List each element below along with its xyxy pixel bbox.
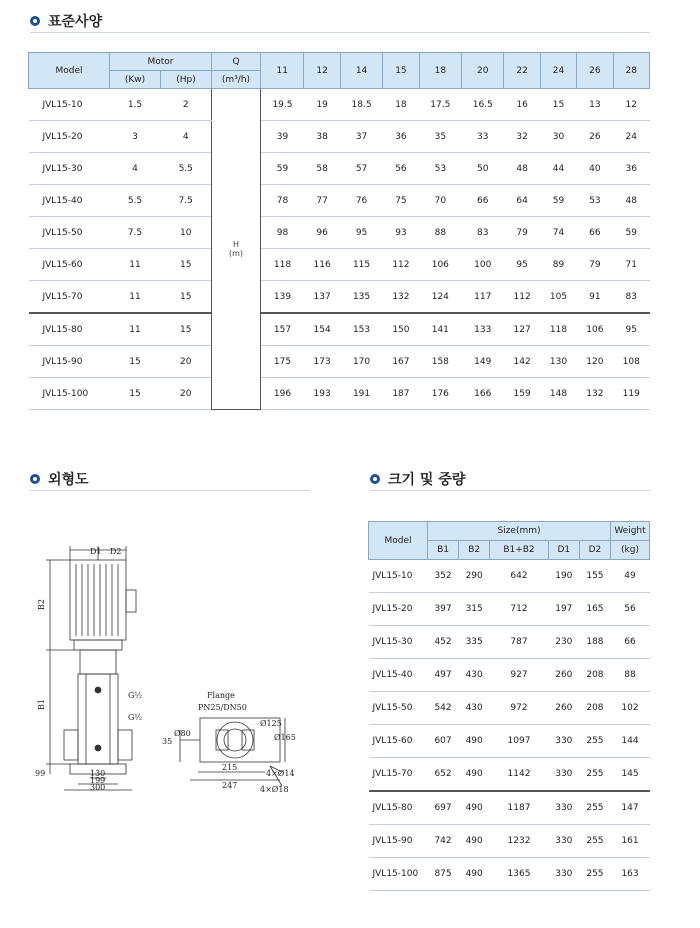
head-value: 193 bbox=[304, 378, 340, 410]
head-value: 137 bbox=[304, 281, 340, 314]
flow-header: 18 bbox=[419, 53, 461, 89]
w-cell: 66 bbox=[611, 626, 650, 659]
head-value: 40 bbox=[577, 153, 613, 185]
head-value: 13 bbox=[577, 89, 613, 121]
model-cell: JVL15-100 bbox=[29, 378, 110, 410]
head-value: 70 bbox=[419, 185, 461, 217]
dim-99: 99 bbox=[35, 769, 46, 778]
model-cell: JVL15-20 bbox=[369, 593, 428, 626]
d2-cell: 255 bbox=[579, 758, 610, 792]
head-value: 95 bbox=[613, 313, 649, 346]
head-value: 124 bbox=[419, 281, 461, 314]
head-value: 119 bbox=[613, 378, 649, 410]
col-model: Model bbox=[29, 53, 110, 89]
head-value: 120 bbox=[577, 346, 613, 378]
b2-cell: 335 bbox=[459, 626, 490, 659]
table-row bbox=[29, 185, 650, 217]
hp-cell: 20 bbox=[161, 346, 212, 378]
head-value: 132 bbox=[577, 378, 613, 410]
model-cell: JVL15-10 bbox=[29, 89, 110, 121]
kw-cell: 7.5 bbox=[110, 217, 161, 249]
head-value: 105 bbox=[540, 281, 576, 314]
outline-section-head bbox=[30, 468, 310, 491]
head-value: 16 bbox=[504, 89, 540, 121]
flow-header: 24 bbox=[540, 53, 576, 89]
d1-cell: 190 bbox=[548, 560, 579, 593]
head-value: 141 bbox=[419, 313, 461, 346]
dim-b2: B2 bbox=[37, 599, 46, 610]
head-value: 149 bbox=[462, 346, 504, 378]
flow-header: 15 bbox=[383, 53, 419, 89]
head-value: 135 bbox=[340, 281, 382, 314]
table-row bbox=[29, 281, 650, 314]
table-row bbox=[369, 725, 650, 758]
w-cell: 49 bbox=[611, 560, 650, 593]
col-b2: B2 bbox=[459, 541, 490, 560]
d1-cell: 230 bbox=[548, 626, 579, 659]
table-row bbox=[29, 313, 650, 346]
head-value: 66 bbox=[577, 217, 613, 249]
d2-cell: 255 bbox=[579, 825, 610, 858]
dim-215: 215 bbox=[222, 763, 238, 772]
d1-cell: 330 bbox=[548, 825, 579, 858]
col-b1: B1 bbox=[428, 541, 459, 560]
b1b2-cell: 1232 bbox=[490, 825, 549, 858]
head-value: 139 bbox=[261, 281, 304, 314]
head-value: 150 bbox=[383, 313, 419, 346]
w-cell: 161 bbox=[611, 825, 650, 858]
head-value: 148 bbox=[540, 378, 576, 410]
b1b2-cell: 1142 bbox=[490, 758, 549, 792]
head-value: 16.5 bbox=[462, 89, 504, 121]
head-value: 175 bbox=[261, 346, 304, 378]
bullet-icon bbox=[30, 474, 40, 484]
head-value: 33 bbox=[462, 121, 504, 153]
dim-b1: B1 bbox=[37, 699, 46, 710]
head-label: H bbox=[232, 240, 239, 249]
b1b2-cell: 1097 bbox=[490, 725, 549, 758]
head-value: 112 bbox=[383, 249, 419, 281]
model-cell: JVL15-60 bbox=[29, 249, 110, 281]
b2-cell: 430 bbox=[459, 692, 490, 725]
model-cell: JVL15-40 bbox=[369, 659, 428, 692]
model-cell: JVL15-50 bbox=[29, 217, 110, 249]
head-value: 48 bbox=[613, 185, 649, 217]
head-value: 108 bbox=[613, 346, 649, 378]
w-cell: 163 bbox=[611, 858, 650, 891]
table-row bbox=[369, 659, 650, 692]
size-section-head bbox=[370, 468, 650, 491]
head-unit: (m) bbox=[228, 249, 244, 258]
model-cell: JVL15-70 bbox=[369, 758, 428, 792]
head-value: 142 bbox=[504, 346, 540, 378]
d2-cell: 255 bbox=[579, 858, 610, 891]
head-value: 167 bbox=[383, 346, 419, 378]
head-value: 35 bbox=[419, 121, 461, 153]
head-value: 83 bbox=[462, 217, 504, 249]
head-value: 17.5 bbox=[419, 89, 461, 121]
head-value: 77 bbox=[304, 185, 340, 217]
head-value: 53 bbox=[577, 185, 613, 217]
b1b2-cell: 972 bbox=[490, 692, 549, 725]
hp-cell: 20 bbox=[161, 378, 212, 410]
head-value: 26 bbox=[577, 121, 613, 153]
head-value: 191 bbox=[340, 378, 382, 410]
head-value: 37 bbox=[340, 121, 382, 153]
kw-cell: 1.5 bbox=[110, 89, 161, 121]
col-d1: D1 bbox=[548, 541, 579, 560]
col-q-unit: (m³/h) bbox=[212, 71, 261, 89]
d1-cell: 330 bbox=[548, 791, 579, 825]
d2-cell: 165 bbox=[579, 593, 610, 626]
d1-cell: 260 bbox=[548, 659, 579, 692]
head-value: 19 bbox=[304, 89, 340, 121]
dim-247: 247 bbox=[222, 781, 238, 790]
table-row bbox=[29, 378, 650, 410]
flow-header: 26 bbox=[577, 53, 613, 89]
d2-cell: 155 bbox=[579, 560, 610, 593]
table-row bbox=[29, 249, 650, 281]
dim-d2: D2 bbox=[110, 547, 122, 556]
table-row bbox=[369, 825, 650, 858]
col-motor: Motor bbox=[110, 53, 212, 71]
head-value: 88 bbox=[419, 217, 461, 249]
kw-cell: 11 bbox=[110, 281, 161, 314]
b1-cell: 607 bbox=[428, 725, 459, 758]
b1-cell: 352 bbox=[428, 560, 459, 593]
d1-cell: 330 bbox=[548, 858, 579, 891]
size-section-title: 크기 및 중량 bbox=[388, 472, 466, 488]
model-cell: JVL15-40 bbox=[29, 185, 110, 217]
size-table bbox=[368, 521, 650, 891]
head-value: 106 bbox=[577, 313, 613, 346]
hp-cell: 15 bbox=[161, 249, 212, 281]
hp-cell: 15 bbox=[161, 313, 212, 346]
head-value: 91 bbox=[577, 281, 613, 314]
b1-cell: 452 bbox=[428, 626, 459, 659]
model-cell: JVL15-90 bbox=[369, 825, 428, 858]
head-value: 75 bbox=[383, 185, 419, 217]
head-value: 74 bbox=[540, 217, 576, 249]
head-value: 18 bbox=[383, 89, 419, 121]
model-cell: JVL15-100 bbox=[369, 858, 428, 891]
d1-cell: 260 bbox=[548, 692, 579, 725]
model-cell: JVL15-30 bbox=[29, 153, 110, 185]
head-value: 39 bbox=[261, 121, 304, 153]
label-g1: G½ bbox=[128, 691, 143, 700]
head-value: 36 bbox=[383, 121, 419, 153]
head-value: 56 bbox=[383, 153, 419, 185]
table-row bbox=[369, 560, 650, 593]
b2-cell: 315 bbox=[459, 593, 490, 626]
head-value: 116 bbox=[304, 249, 340, 281]
head-value: 118 bbox=[261, 249, 304, 281]
head-value: 50 bbox=[462, 153, 504, 185]
head-value: 18.5 bbox=[340, 89, 382, 121]
head-value: 132 bbox=[383, 281, 419, 314]
head-value: 95 bbox=[504, 249, 540, 281]
b2-cell: 430 bbox=[459, 659, 490, 692]
head-value: 170 bbox=[340, 346, 382, 378]
table-row bbox=[369, 626, 650, 659]
flow-header: 20 bbox=[462, 53, 504, 89]
head-value: 159 bbox=[504, 378, 540, 410]
b2-cell: 490 bbox=[459, 858, 490, 891]
model-cell: JVL15-90 bbox=[29, 346, 110, 378]
label-g2: G½ bbox=[128, 713, 143, 722]
kw-cell: 3 bbox=[110, 121, 161, 153]
col-weight: Weight bbox=[611, 522, 650, 541]
head-value: 130 bbox=[540, 346, 576, 378]
pump-outline-drawing bbox=[30, 540, 310, 800]
model-cell: JVL15-20 bbox=[29, 121, 110, 153]
col-size: Size(mm) bbox=[428, 522, 611, 541]
col-weight-unit: (kg) bbox=[611, 541, 650, 560]
table-row bbox=[29, 217, 650, 249]
kw-cell: 11 bbox=[110, 313, 161, 346]
head-value: 196 bbox=[261, 378, 304, 410]
hp-cell: 2 bbox=[161, 89, 212, 121]
dim-199: 199 bbox=[90, 776, 106, 785]
d2-cell: 255 bbox=[579, 725, 610, 758]
spec-section-head bbox=[30, 10, 650, 33]
head-value: 154 bbox=[304, 313, 340, 346]
table-row bbox=[369, 791, 650, 825]
b2-cell: 290 bbox=[459, 560, 490, 593]
head-value: 157 bbox=[261, 313, 304, 346]
head-value: 59 bbox=[261, 153, 304, 185]
table-row bbox=[369, 858, 650, 891]
head-value: 89 bbox=[540, 249, 576, 281]
head-value: 79 bbox=[577, 249, 613, 281]
d2-cell: 208 bbox=[579, 659, 610, 692]
model-cell: JVL15-80 bbox=[29, 313, 110, 346]
flow-header: 14 bbox=[340, 53, 382, 89]
b2-cell: 490 bbox=[459, 791, 490, 825]
kw-cell: 15 bbox=[110, 378, 161, 410]
head-value: 93 bbox=[383, 217, 419, 249]
flange-label: Flange bbox=[207, 691, 235, 700]
head-value: 83 bbox=[613, 281, 649, 314]
kw-cell: 5.5 bbox=[110, 185, 161, 217]
w-cell: 145 bbox=[611, 758, 650, 792]
head-value: 64 bbox=[504, 185, 540, 217]
head-value: 76 bbox=[340, 185, 382, 217]
hp-cell: 4 bbox=[161, 121, 212, 153]
col-model: Model bbox=[369, 522, 428, 560]
model-cell: JVL15-30 bbox=[369, 626, 428, 659]
model-cell: JVL15-50 bbox=[369, 692, 428, 725]
bullet-icon bbox=[30, 16, 40, 26]
head-value: 100 bbox=[462, 249, 504, 281]
model-cell: JVL15-10 bbox=[369, 560, 428, 593]
head-value: 176 bbox=[419, 378, 461, 410]
b1-cell: 397 bbox=[428, 593, 459, 626]
head-value: 173 bbox=[304, 346, 340, 378]
head-value: 48 bbox=[504, 153, 540, 185]
b1b2-cell: 642 bbox=[490, 560, 549, 593]
hp-cell: 5.5 bbox=[161, 153, 212, 185]
head-value: 59 bbox=[540, 185, 576, 217]
w-cell: 144 bbox=[611, 725, 650, 758]
head-value: 57 bbox=[340, 153, 382, 185]
w-cell: 56 bbox=[611, 593, 650, 626]
head-value: 19.5 bbox=[261, 89, 304, 121]
hp-cell: 10 bbox=[161, 217, 212, 249]
flow-header: 22 bbox=[504, 53, 540, 89]
head-value: 117 bbox=[462, 281, 504, 314]
b1-cell: 652 bbox=[428, 758, 459, 792]
table-row bbox=[29, 153, 650, 185]
head-value: 118 bbox=[540, 313, 576, 346]
b1b2-cell: 712 bbox=[490, 593, 549, 626]
b2-cell: 490 bbox=[459, 825, 490, 858]
head-value: 115 bbox=[340, 249, 382, 281]
spec-section-title: 표준사양 bbox=[48, 14, 103, 30]
b2-cell: 490 bbox=[459, 758, 490, 792]
head-value: 24 bbox=[613, 121, 649, 153]
head-value: 59 bbox=[613, 217, 649, 249]
head-value: 38 bbox=[304, 121, 340, 153]
head-value: 71 bbox=[613, 249, 649, 281]
dim-165: Ø165 bbox=[274, 733, 296, 742]
dim-125: Ø125 bbox=[260, 719, 282, 728]
head-value: 127 bbox=[504, 313, 540, 346]
head-value: 166 bbox=[462, 378, 504, 410]
table-row bbox=[369, 692, 650, 725]
d2-cell: 208 bbox=[579, 692, 610, 725]
b1-cell: 497 bbox=[428, 659, 459, 692]
head-value: 78 bbox=[261, 185, 304, 217]
head-value: 12 bbox=[613, 89, 649, 121]
table-row bbox=[369, 758, 650, 792]
model-cell: JVL15-60 bbox=[369, 725, 428, 758]
bolt-1: 4×Ø14 bbox=[266, 769, 295, 778]
hp-cell: 15 bbox=[161, 281, 212, 314]
b1-cell: 697 bbox=[428, 791, 459, 825]
w-cell: 102 bbox=[611, 692, 650, 725]
head-value: 66 bbox=[462, 185, 504, 217]
col-kw: (Kw) bbox=[110, 71, 161, 89]
head-label-cell bbox=[212, 89, 261, 410]
head-value: 58 bbox=[304, 153, 340, 185]
table-row bbox=[29, 89, 650, 121]
flow-header: 12 bbox=[304, 53, 340, 89]
head-value: 53 bbox=[419, 153, 461, 185]
head-value: 79 bbox=[504, 217, 540, 249]
b1b2-cell: 927 bbox=[490, 659, 549, 692]
col-d2: D2 bbox=[579, 541, 610, 560]
w-cell: 88 bbox=[611, 659, 650, 692]
d1-cell: 330 bbox=[548, 758, 579, 792]
head-value: 112 bbox=[504, 281, 540, 314]
dim-80: Ø80 bbox=[174, 729, 191, 738]
bolt-2: 4×Ø18 bbox=[260, 785, 289, 794]
head-value: 153 bbox=[340, 313, 382, 346]
dim-130: 130 bbox=[90, 769, 106, 778]
kw-cell: 15 bbox=[110, 346, 161, 378]
b1-cell: 542 bbox=[428, 692, 459, 725]
flow-header: 28 bbox=[613, 53, 649, 89]
w-cell: 147 bbox=[611, 791, 650, 825]
head-value: 187 bbox=[383, 378, 419, 410]
model-cell: JVL15-70 bbox=[29, 281, 110, 314]
table-row bbox=[369, 593, 650, 626]
dim-300: 300 bbox=[90, 783, 106, 792]
b1-cell: 742 bbox=[428, 825, 459, 858]
head-value: 36 bbox=[613, 153, 649, 185]
d1-cell: 197 bbox=[548, 593, 579, 626]
head-value: 15 bbox=[540, 89, 576, 121]
flange-spec: PN25/DN50 bbox=[198, 703, 247, 712]
table-row bbox=[29, 121, 650, 153]
outline-section-title: 외형도 bbox=[48, 472, 89, 488]
table-row bbox=[29, 346, 650, 378]
d2-cell: 188 bbox=[579, 626, 610, 659]
head-value: 95 bbox=[340, 217, 382, 249]
col-hp: (Hp) bbox=[161, 71, 212, 89]
col-b1b2: B1+B2 bbox=[490, 541, 549, 560]
head-value: 158 bbox=[419, 346, 461, 378]
head-value: 30 bbox=[540, 121, 576, 153]
head-value: 96 bbox=[304, 217, 340, 249]
b2-cell: 490 bbox=[459, 725, 490, 758]
head-value: 133 bbox=[462, 313, 504, 346]
col-q: Q bbox=[212, 53, 261, 71]
head-value: 106 bbox=[419, 249, 461, 281]
head-value: 32 bbox=[504, 121, 540, 153]
b1b2-cell: 787 bbox=[490, 626, 549, 659]
dim-35: 35 bbox=[162, 737, 173, 746]
b1-cell: 875 bbox=[428, 858, 459, 891]
bullet-icon bbox=[370, 474, 380, 484]
flow-header: 11 bbox=[261, 53, 304, 89]
kw-cell: 4 bbox=[110, 153, 161, 185]
head-value: 98 bbox=[261, 217, 304, 249]
model-cell: JVL15-80 bbox=[369, 791, 428, 825]
b1b2-cell: 1365 bbox=[490, 858, 549, 891]
d1-cell: 330 bbox=[548, 725, 579, 758]
spec-table bbox=[28, 52, 650, 410]
kw-cell: 11 bbox=[110, 249, 161, 281]
dim-d1: D1 bbox=[90, 547, 102, 556]
d2-cell: 255 bbox=[579, 791, 610, 825]
head-value: 44 bbox=[540, 153, 576, 185]
b1b2-cell: 1187 bbox=[490, 791, 549, 825]
hp-cell: 7.5 bbox=[161, 185, 212, 217]
